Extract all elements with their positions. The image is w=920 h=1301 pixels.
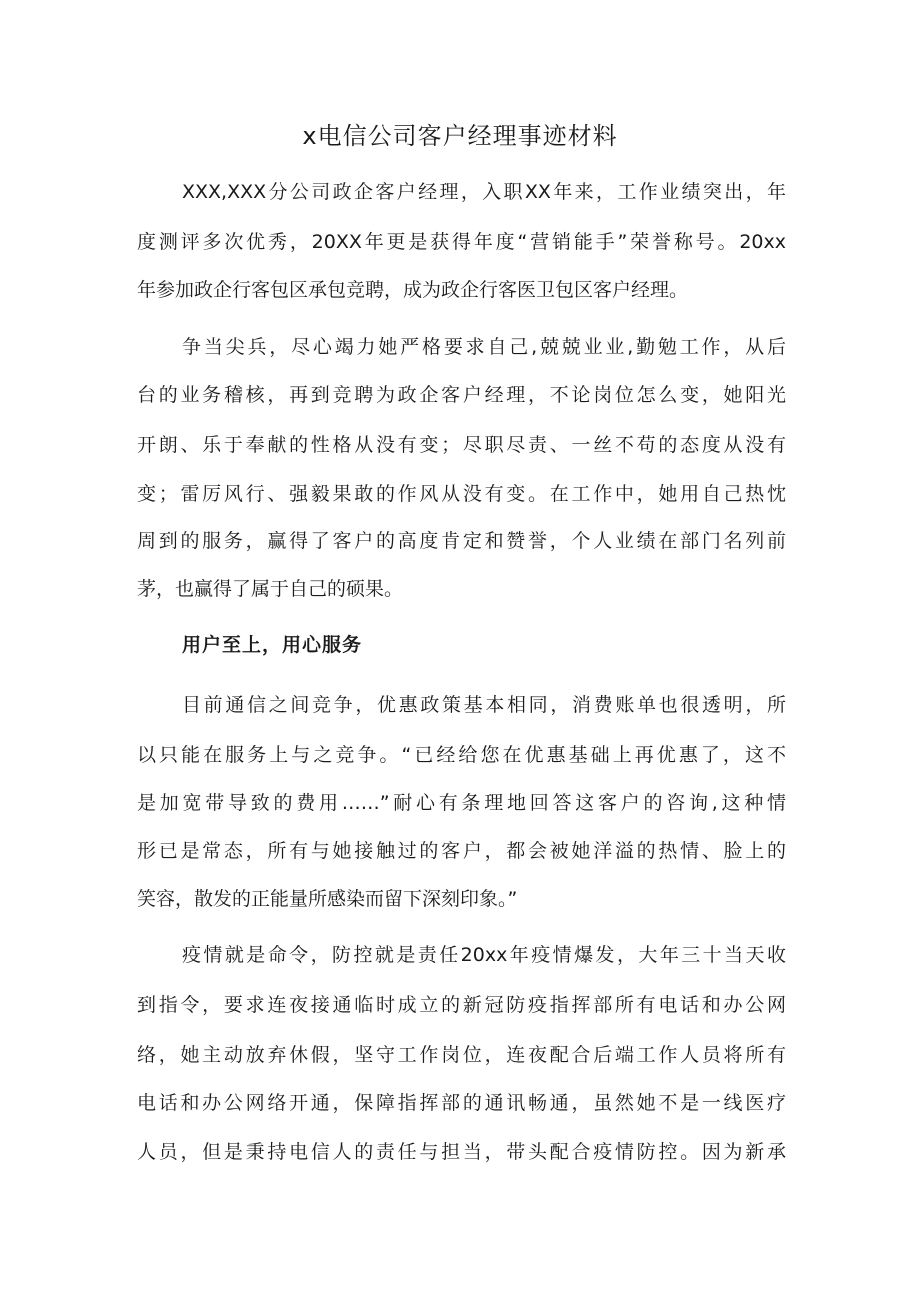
paragraph-4-line-1: 疫情就是命令，防控就是责任20xx年疫情爆发，大年三十当天收 — [182, 944, 786, 966]
document-title: x电信公司客户经理事迹材料 — [302, 122, 618, 150]
paragraph-3-line-3: 是加宽带导致的费用……”耐心有条理地回答这客户的咨询,这种情 — [137, 792, 786, 814]
paragraph-2-line-2: 台的业务稽核，再到竞聘为政企客户经理，不论岗位怎么变，她阳光 — [137, 384, 786, 406]
paragraph-4-line-3: 络，她主动放弃休假，坚守工作岗位，连夜配合后端工作人员将所有 — [137, 1044, 786, 1066]
paragraph-4-line-4: 电话和办公网络开通，保障指挥部的通讯畅通，虽然她不是一线医疗 — [137, 1092, 786, 1114]
paragraph-1-line-3: 年参加政企行客包区承包竞聘，成为政企行客医卫包区客户经理。 — [137, 279, 689, 301]
paragraph-1-line-2: 度测评多次优秀，20XX年更是获得年度“营销能手”荣誉称号。20xx — [137, 231, 786, 253]
paragraph-3-line-4: 形已是常态，所有与她接触过的客户，都会被她洋溢的热情、脸上的 — [137, 840, 786, 862]
paragraph-2-line-5: 周到的服务，赢得了客户的高度肯定和赞誉，个人业绩在部门名列前 — [137, 530, 786, 552]
paragraph-2-line-3: 开朗、乐于奉献的性格从没有变；尽职尽责、一丝不苟的态度从没有 — [137, 434, 786, 456]
paragraph-2-line-6: 茅，也赢得了属于自己的硕果。 — [137, 578, 404, 600]
paragraph-2-line-4: 变；雷厉风行、强毅果敢的作风从没有变。在工作中，她用自己热忱 — [137, 483, 786, 505]
paragraph-1-line-1: XXX,XXX分公司政企客户经理，入职XX年来，工作业绩突出，年 — [182, 181, 786, 203]
paragraph-3-line-1: 目前通信之间竞争，优惠政策基本相同，消费账单也很透明，所 — [182, 694, 786, 716]
paragraph-4-line-5: 人员，但是秉持电信人的责任与担当，带头配合疫情防控。因为新承 — [137, 1141, 786, 1163]
paragraph-3-line-2: 以只能在服务上与之竞争。“已经给您在优惠基础上再优惠了，这不 — [137, 744, 786, 766]
paragraph-3-line-5: 笑容，散发的正能量所感染而留下深刻印象。” — [137, 888, 518, 910]
paragraph-4-line-2: 到指令，要求连夜接通临时成立的新冠防疫指挥部所有电话和办公网 — [137, 994, 786, 1016]
paragraph-2-line-1: 争当尖兵，尽心竭力她严格要求自己,兢兢业业,勤勉工作，从后 — [182, 336, 786, 358]
section-heading: 用户至上，用心服务 — [182, 634, 363, 656]
